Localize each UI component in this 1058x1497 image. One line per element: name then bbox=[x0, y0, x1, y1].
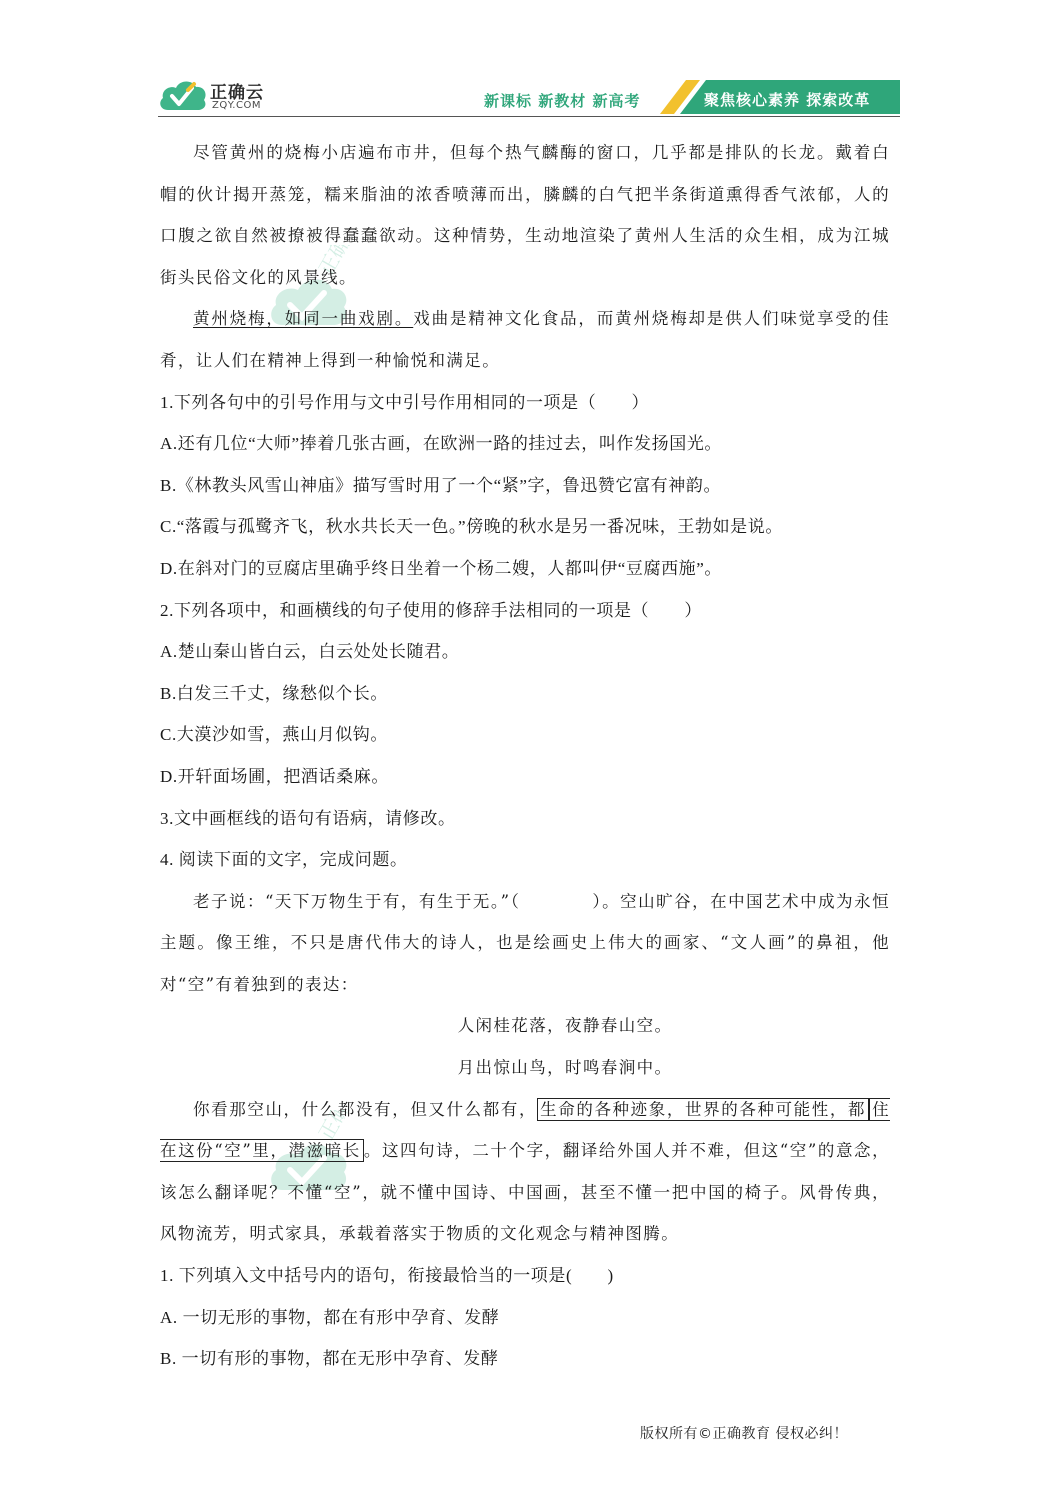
question1-stem: 1.下列各句中的引号作用与文中引号作用相同的一项是（ ） bbox=[160, 392, 650, 412]
question1-option-c: C.“落霞与孤鹭齐飞，秋水共长天一色。”傍晚的秋水是另一番况味，王勃如是说。 bbox=[160, 517, 783, 537]
tagline-left: 新课标 新教材 新高考 bbox=[484, 92, 641, 110]
passage2-paragraph1: 老子说：“天下万物生于有，有生于无。”（ ）。空山旷谷，在中国艺术中成为永恒主题。像王维，不只是唐代伟大的诗人，也是绘画史上伟大的画家、“文人画”的鼻祖，他对“空”有着独到的表达： bbox=[160, 891, 890, 994]
question2-option-a: A.楚山秦山皆白云，白云处处长随君。 bbox=[160, 642, 460, 662]
svg-text:正确云: 正确云 bbox=[313, 245, 365, 280]
logo-domain: ZQY.COM bbox=[212, 100, 261, 111]
underlined-sentence: 黄州烧梅，如同一曲戏剧。 bbox=[193, 309, 414, 329]
passage2-question1-stem: 1. 下列填入文中括号内的语句，衔接最恰当的一项是( ) bbox=[160, 1266, 614, 1286]
tagline-right: 聚焦核心素养 探索改革 bbox=[704, 91, 871, 109]
paragraph2-rest: 戏曲是精神文化食品，而黄州烧梅却是供人们味觉享受的佳肴，让人们在精神上得到一种愉悦和满足。 bbox=[160, 309, 890, 370]
question2-option-c: C.大漠沙如雪，燕山月似钩。 bbox=[160, 725, 388, 745]
passage2-paragraph2 bbox=[160, 1089, 890, 1255]
question4-stem: 4. 阅读下面的文字，完成问题。 bbox=[160, 850, 408, 870]
document-body bbox=[160, 132, 890, 1380]
passage2-question1-option-b: B. 一切有形的事物，都在无形中孕育、发酵 bbox=[160, 1349, 499, 1369]
boxed-sentence-part1: 生命的各种迹象，世界的各种可能性，都 bbox=[537, 1098, 869, 1121]
paragraph-text-before: 你看那空山，什么都没有，但又什么都有， bbox=[193, 1099, 538, 1119]
question1-option-b: B.《林教头风雪山神庙》描写雪时用了一个“紧”字，鲁迅赞它富有神韵。 bbox=[160, 475, 722, 495]
page-header bbox=[158, 72, 900, 118]
passage2-question1-option-a: A. 一切无形的事物，都在有形中孕育、发酵 bbox=[160, 1307, 500, 1327]
logo-name: 正确云 bbox=[210, 83, 264, 103]
passage1-paragraph1: 尽管黄州的烧梅小店遍布市井，但每个热气麟酶的窗口，几乎都是排队的长龙。戴着白帽的伙计揭开蒸笼，糯来脂油的浓香喷薄而出，膦麟的白气把半条街道熏得香气浓郁，人的口腹之欲自然被撩被得蠢蠢欲动。这种情势，生动地渲染了黄州人生活的众生相，成为江城街头民俗文化的风景线。 bbox=[160, 143, 890, 287]
boxed-sentence-part2: 住在这份“空”里，潜滋暗长 bbox=[160, 1099, 891, 1161]
cloud-check-icon bbox=[158, 76, 208, 114]
poem-line-1: 人闲桂花落，夜静春山空。 bbox=[457, 1016, 673, 1036]
question2-option-b: B.白发三千丈，缘愁似个长。 bbox=[160, 683, 388, 703]
question3-stem: 3.文中画框线的语句有语病，请修改。 bbox=[160, 808, 456, 828]
passage1-paragraph2 bbox=[160, 298, 890, 381]
zqy-logo bbox=[158, 76, 278, 116]
paragraph-text-after: 。这四句诗，二十个字，翻译给外国人并不难，但这“空”的意念，该怎么翻译呢？不懂“空”，就不懂中国诗、中国画，甚至不懂一把中国的椅子。风骨传典，风物流芳，明式家具，承载着落实于物质的文化观念与精神图腾。 bbox=[160, 1141, 891, 1244]
svg-text:正确云: 正确云 bbox=[313, 1110, 365, 1145]
header-divider bbox=[158, 116, 900, 117]
question1-option-d: D.在斜对门的豆腐店里确乎终日坐着一个杨二嫂，人都叫伊“豆腐西施”。 bbox=[160, 558, 723, 578]
question2-option-d: D.开轩面场圃，把酒话桑麻。 bbox=[160, 766, 389, 786]
question1-option-a: A.还有几位“大师”捧着几张古画，在欧洲一路的挂过去，叫作发扬国光。 bbox=[160, 434, 723, 454]
tagline-banner bbox=[660, 80, 900, 114]
copyright-footer: 版权所有©正确教育 侵权必纠！ bbox=[640, 1426, 848, 1442]
question2-stem: 2.下列各项中，和画横线的句子使用的修辞手法相同的一项是（ ） bbox=[160, 600, 702, 620]
poem-line-2: 月出惊山鸟，时鸣春涧中。 bbox=[457, 1058, 673, 1078]
